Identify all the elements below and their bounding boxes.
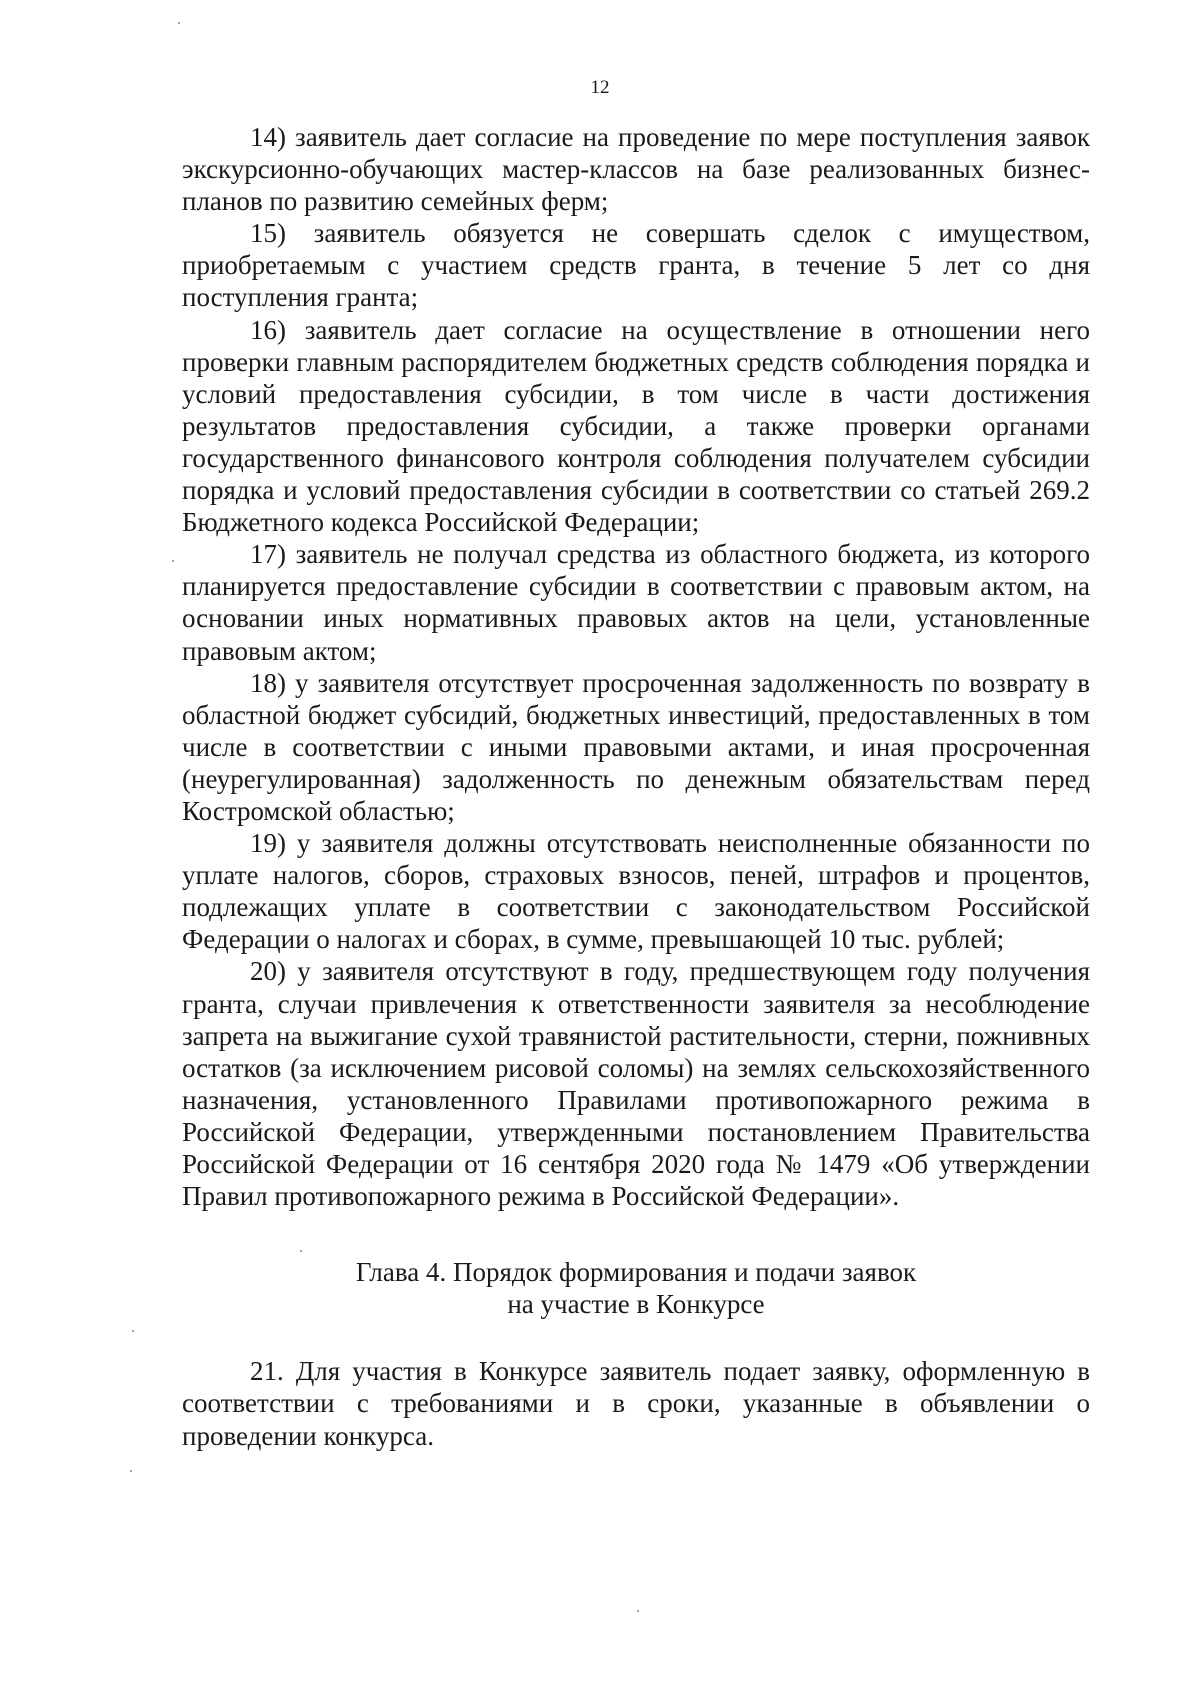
scan-speck [637,1610,639,1612]
paragraph-item-16: 16) заявитель дает согласие на осуществление в отношении него проверки главным распорядителем бюджетных средств соблюдения порядка и условий предоставления субсидии, в том числе в части достижения результатов предоставления субсидии, а также проверки органами государственного финансового контроля соблюдения получателем субсидии порядка и условий предоставления субсидии в соответствии со статьей 269.2 Бюджетного кодекса Российской Федерации; [182,314,1090,538]
paragraph-item-18: 18) у заявителя отсутствует просроченная задолженность по возврату в областной бюджет субсидий, бюджетных инвестиций, предоставленных в том числе в соответствии с иными правовыми актами, и иная просроченная (неурегулированная) задолженность по денежным обязательствам перед Костромской областью; [182,667,1090,826]
scan-speck [300,1250,302,1252]
chapter-heading-line-2: на участие в Конкурсе [507,1289,765,1320]
scan-speck [178,22,180,24]
scan-speck [130,1470,132,1472]
paragraph-item-17: 17) заявитель не получал средства из областного бюджета, из которого планируется предоставление субсидии в соответствии с правовым актом, на основании иных нормативных правовых актов на цели, установленные правовым актом; [182,539,1090,666]
page-number: 12 [590,77,610,98]
chapter-heading-line-1: Глава 4. Порядок формирования и подачи заявок [355,1257,917,1288]
scan-speck [132,1330,134,1332]
paragraph-item-21: 21. Для участия в Конкурсе заявитель подает заявку, оформленную в соответствии с требованиями и в сроки, указанные в объявлении о проведении конкурса. [182,1356,1090,1451]
paragraph-item-20: 20) у заявителя отсутствуют в году, предшествующем году получения гранта, случаи привлечения к ответственности заявителя за несоблюдение запрета на выжигание сухой травянистой растительности, стерни, пожнивных остатков (за исключением рисовой соломы) на землях сельскохозяйственного назначения, установленного Правилами противопожарного режима в Российской Федерации, утвержденными постановлением Правительства Российской Федерации от 16 сентября 2020 года № 1479 «Об утверждении Правил противопожарного режима в Российской Федерации». [182,956,1090,1212]
paragraph-item-15: 15) заявитель обязуется не совершать сделок с имуществом, приобретаемым с участием средств гранта, в течение 5 лет со дня поступления гранта; [182,218,1090,313]
paragraph-item-19: 19) у заявителя должны отсутствовать неисполненные обязанности по уплате налогов, сборов, страховых взносов, пеней, штрафов и процентов, подлежащих уплате в соответствии с законодательством Российской Федерации о налогах и сборах, в сумме, превышающей 10 тыс. рублей; [182,828,1090,955]
paragraph-item-14: 14) заявитель дает согласие на проведение по мере поступления заявок экскурсионно-обучающих мастер-классов на базе реализованных бизнес-планов по развитию семейных ферм; [182,122,1090,217]
document-body [182,121,1090,1452]
chapter-heading [182,1256,1090,1320]
scan-speck [172,560,174,562]
